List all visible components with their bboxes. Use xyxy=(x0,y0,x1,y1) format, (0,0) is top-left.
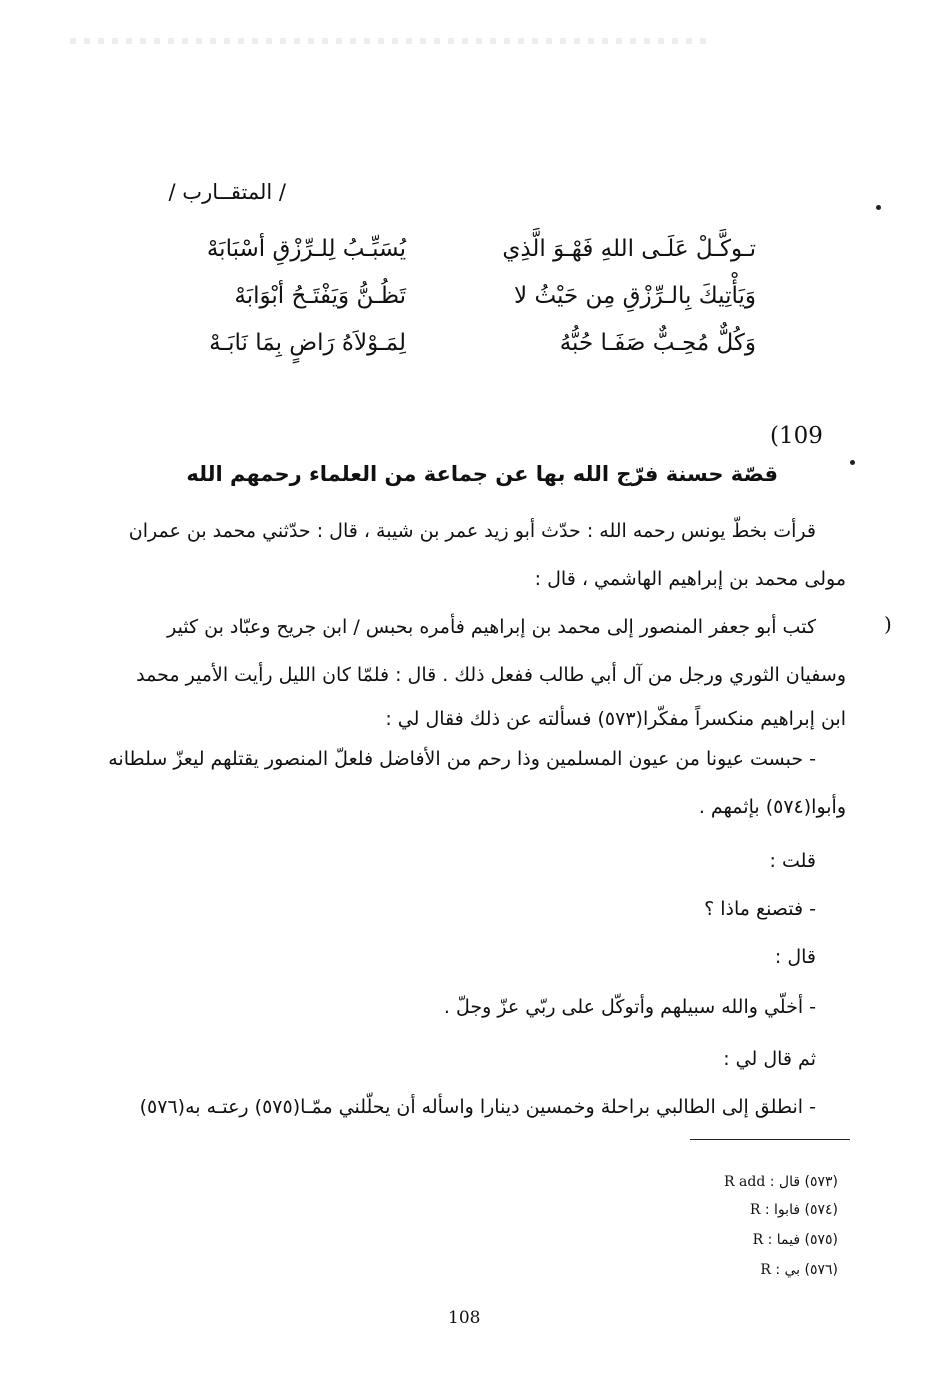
header-scan-artifact xyxy=(70,38,710,44)
margin-dot xyxy=(850,460,855,465)
page-number: 108 xyxy=(448,1308,481,1328)
footnote-note: R xyxy=(760,1262,771,1278)
footnote-note: R xyxy=(752,1232,764,1248)
footnote-note: R add xyxy=(724,1174,766,1190)
body-line: قال : xyxy=(774,946,816,968)
footnote-number: (٥٧٣) xyxy=(804,1174,838,1190)
body-line: مولى محمد بن إبراهيم الهاشمي ، قال : xyxy=(534,568,846,590)
margin-dot xyxy=(876,205,881,210)
body-line: - أخلّي والله سبيلهم وأتوكّل على ربّي عزّ وجلّ . xyxy=(443,996,816,1018)
poem-line-3-first: وَكُلٌّ مُحِـبٌّ صَفَـا حُبُّهُ xyxy=(559,330,756,356)
body-line: قلت : xyxy=(769,850,816,872)
footnote-word: قال : xyxy=(769,1174,801,1190)
body-line: - فتصنع ماذا ؟ xyxy=(704,898,816,920)
footnote-number: (٥٧٦) xyxy=(804,1262,838,1278)
section-title: قصّة حسنة فرّج الله بها عن جماعة من العلماء رحمهم الله xyxy=(186,462,778,486)
footnote xyxy=(753,1232,838,1248)
margin-parenthesis: ) xyxy=(884,612,892,636)
poem-line-3-second: لِمَـوْلاَهُ رَاضٍ بِمَا نَابَـهْ xyxy=(209,330,406,356)
body-line: وسفيان الثوري ورجل من آل أبي طالب ففعل ذلك . قال : فلمّا كان الليل رأيت الأمير محمد xyxy=(136,664,846,686)
body-line: كتب أبو جعفر المنصور إلى محمد بن إبراهيم فأمره بحبس / ابن جريح وعبّاد بن كثير xyxy=(167,616,816,638)
poem-line-1-second: يُسَبِّـبُ لِلـرِّزْقِ أسْبَابَهْ xyxy=(206,236,406,262)
footnote xyxy=(760,1262,838,1278)
footnote-word: فابوا : xyxy=(764,1202,801,1218)
section-number: (109 xyxy=(770,423,823,449)
poem-line-2-first: وَيَأْتِيكَ بِالـرِّزْقِ مِن حَيْثُ لا xyxy=(514,283,756,309)
poem-line-2-second: تَظُـنُّ وَيَفْتَـحُ أبْوَابَهْ xyxy=(234,283,406,309)
body-line: ثم قال لي : xyxy=(723,1048,816,1070)
footnote xyxy=(750,1202,838,1218)
body-line: - انطلق إلى الطالبي براحلة وخمسين دينارا واسأله أن يحلّلني ممّـا(٥٧٥) رعتـه به(٥٧٦) xyxy=(139,1096,816,1118)
body-line: قرأت بخطّ يونس رحمه الله : حدّث أبو زيد عمر بن شيبة ، قال : حدّثني محمد بن عمران xyxy=(128,520,816,542)
footnote xyxy=(724,1174,838,1190)
footnote-word: بي : xyxy=(775,1262,801,1278)
footnote-separator xyxy=(690,1139,850,1140)
poem-line-1-first: تـوكَّـلْ عَلَـى اللهِ فَهْـوَ الَّذِي xyxy=(502,236,756,262)
footnote-number: (٥٧٤) xyxy=(804,1202,838,1218)
body-line: ابن إبراهيم منكسراً مفكّرا(٥٧٣) فسألته عن ذلك فقال لي : xyxy=(385,708,846,730)
footnote-note: R xyxy=(749,1202,761,1218)
footnote-number: (٥٧٥) xyxy=(804,1232,838,1248)
body-line: وأبوا(٥٧٤) بإثمهم . xyxy=(698,796,846,818)
body-line: - حبست عيونا من عيون المسلمين وذا رحم من الأفاضل فلعلّ المنصور يقتلهم ليعزّ سلطانه xyxy=(108,748,816,770)
poem-meter-label: / المتقــارب / xyxy=(168,180,286,204)
footnote-word: فيما : xyxy=(767,1232,801,1248)
